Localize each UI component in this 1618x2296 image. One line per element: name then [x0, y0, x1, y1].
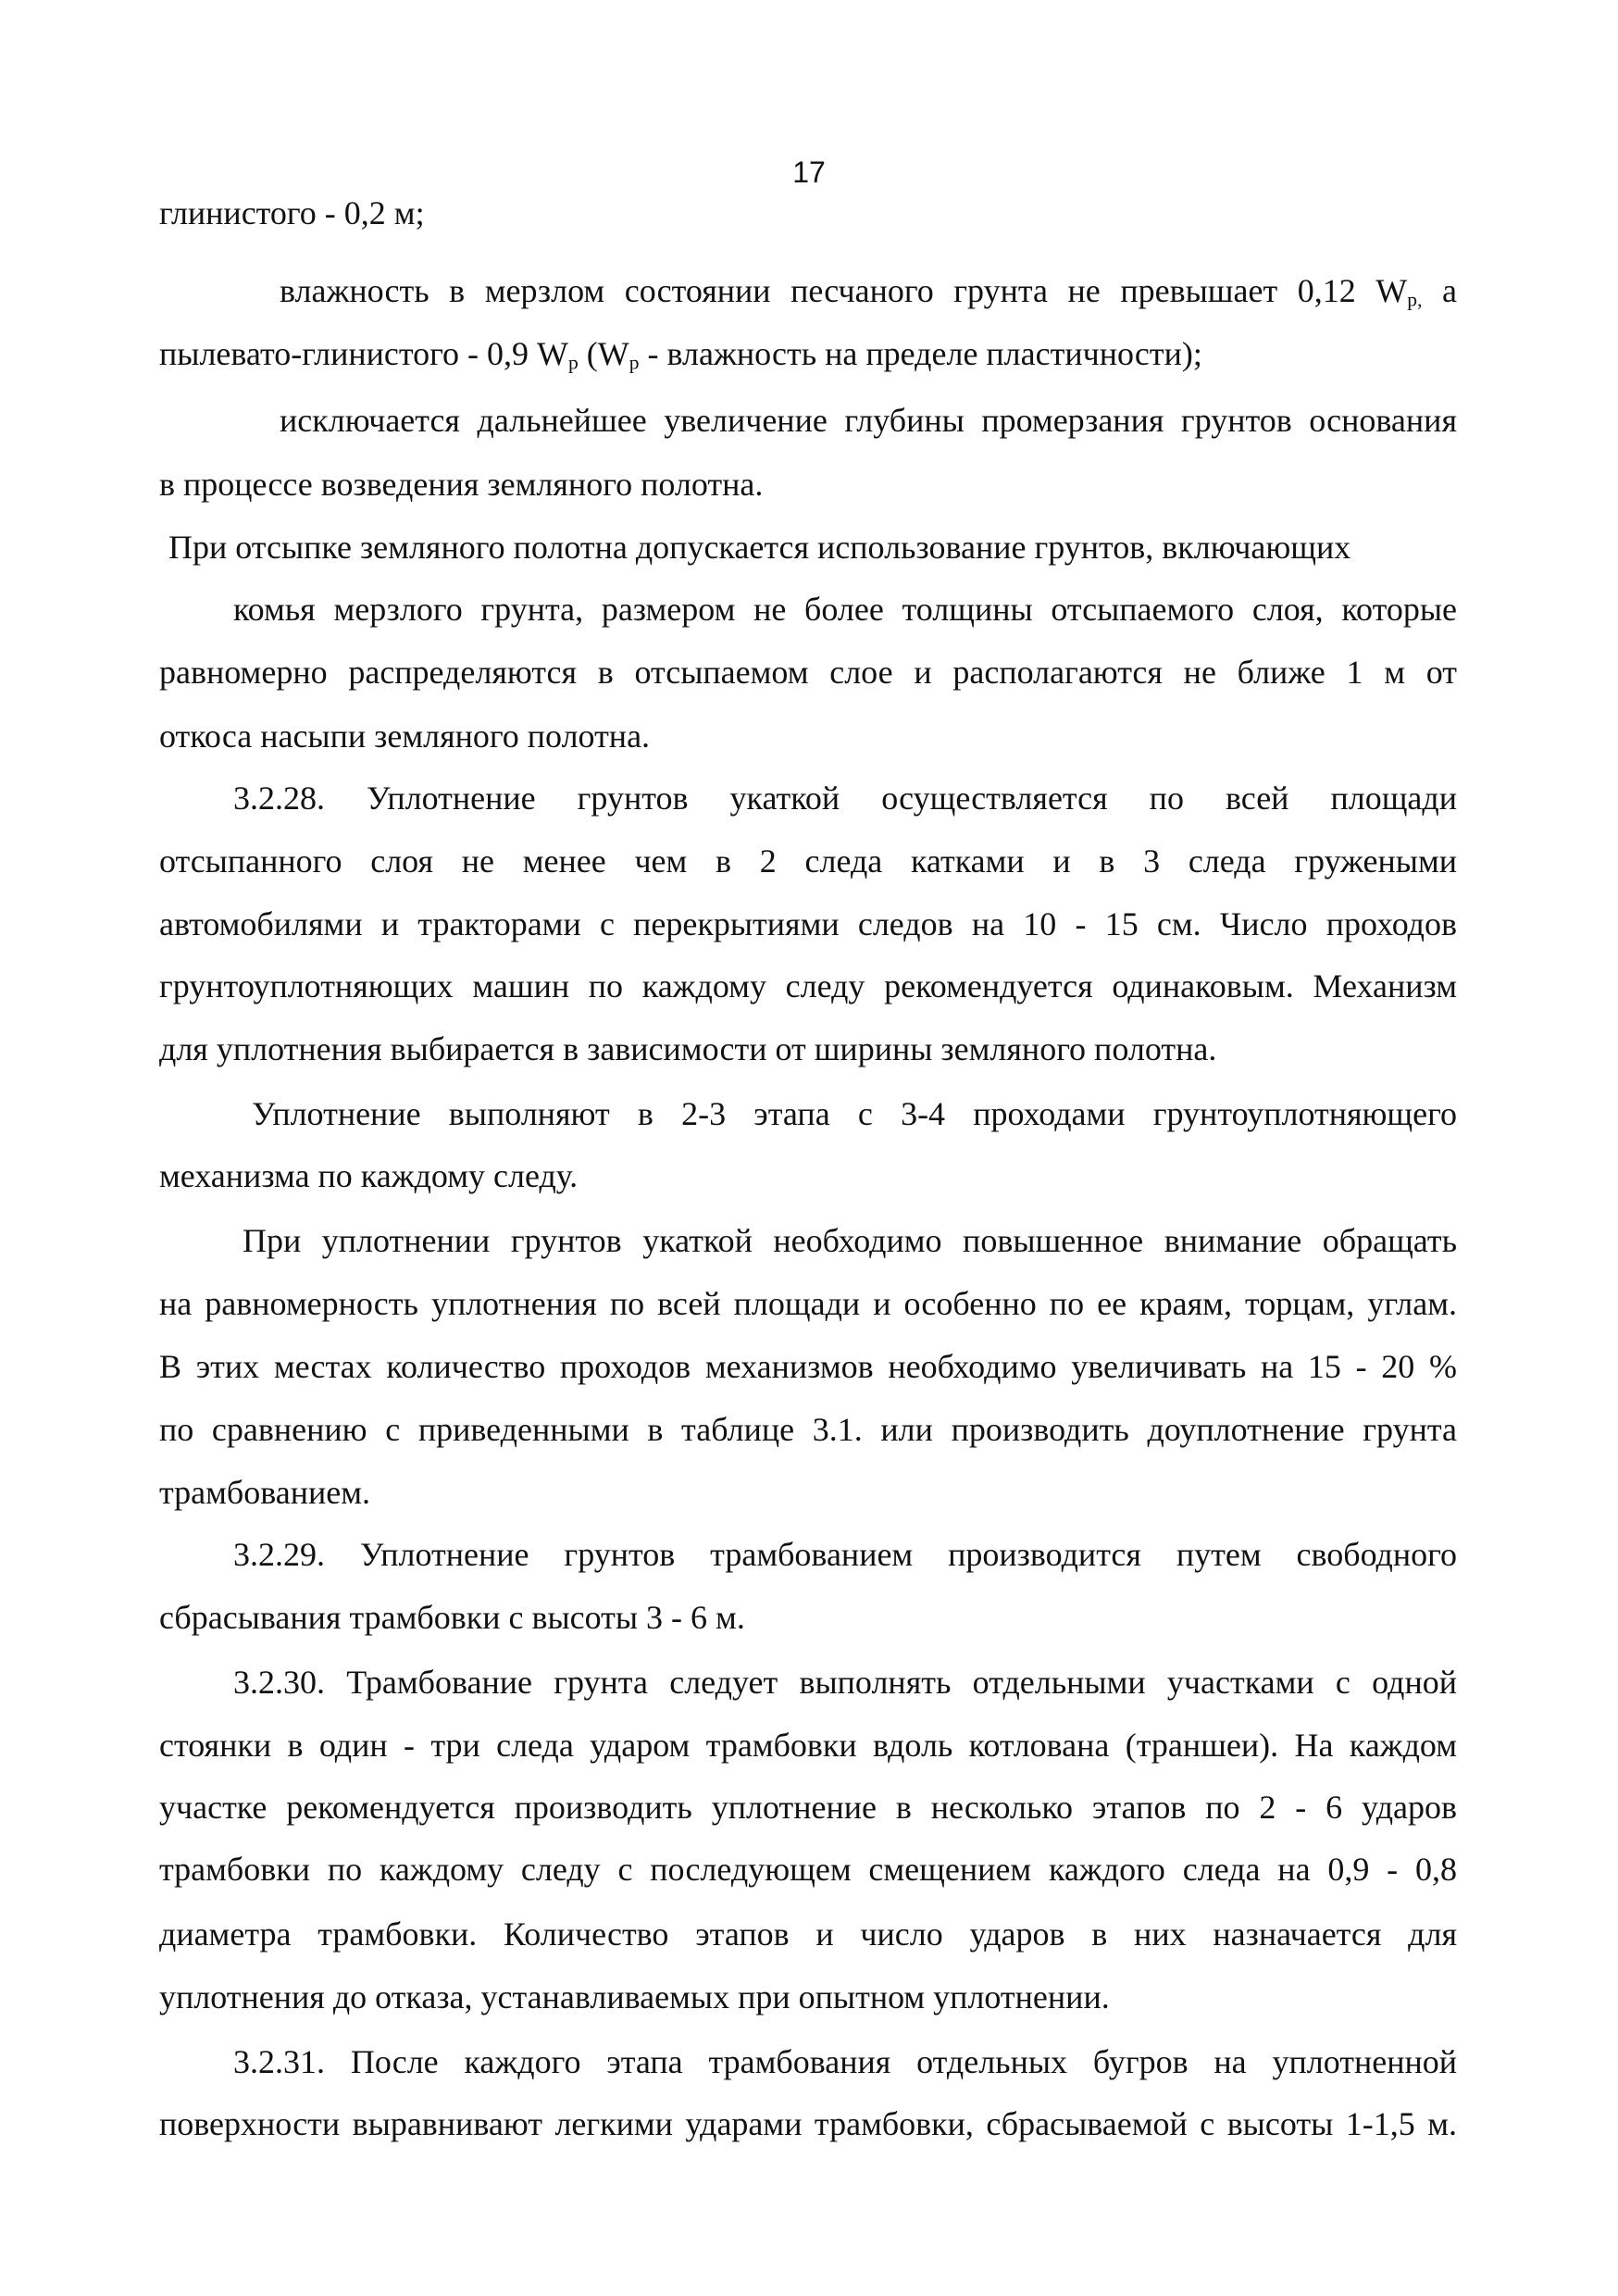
text-segment: В этих местах количество проходов механизмов необходимо увеличивать на 15 - 20 % [159, 1348, 1457, 1385]
text-line [159, 1917, 1457, 1951]
text-segment: диаметра трамбовки. Количество этапов и число ударов в них назначается для [159, 1915, 1457, 1953]
text-line [159, 1791, 1457, 1824]
text-segment: трамбовки по каждому следу с последующем смещением каждого следа на 0,9 - 0,8 [159, 1851, 1457, 1888]
text-line [159, 1350, 1457, 1383]
text-line [252, 1097, 1457, 1130]
text-segment: исключается дальнейшее увеличение глубины промерзания грунтов основания [280, 402, 1457, 439]
text-line [159, 1032, 1216, 1066]
text-segment: на равномерность уплотнения по всей площади и особенно по ее краям, торцам, углам. [159, 1285, 1457, 1322]
text-segment: 3.2.30. Трамбование грунта следует выполнять отдельными участками с одной [233, 1664, 1457, 1701]
text-segment: 3.2.31. После каждого этапа трамбования отдельных бугров на уплотненной [233, 2043, 1457, 2080]
text-line [159, 2107, 1457, 2140]
text-segment: поверхности выравнивают легкими ударами трамбовки, сбрасываемой с высоты 1-1,5 м. [159, 2105, 1457, 2142]
text-segment: участке рекомендуется производить уплотнение в несколько этапов по 2 - 6 ударов [159, 1789, 1457, 1826]
text-segment: по сравнению с приведенными в таблице 3.1. или производить доуплотнение грунта [159, 1411, 1457, 1448]
subscript: p [567, 351, 579, 374]
text-line [159, 468, 763, 501]
text-segment: 3.2.29. Уплотнение грунтов трамбованием производится путем свободного [233, 1536, 1457, 1573]
text-segment: равномерно распределяются в отсыпаемом слое и располагаются не ближе 1 м от [159, 654, 1457, 691]
text-line [159, 1728, 1457, 1762]
text-line [159, 1476, 370, 1509]
page-number: 17 [792, 156, 826, 189]
text-line [233, 1666, 1457, 1699]
text-line [159, 196, 425, 230]
text-segment: уплотнения до отказа, устанавливаемых при опытном уплотнении. [159, 1978, 1110, 2015]
text-segment: пылевато-глинистого - 0,9 W [159, 335, 568, 372]
text-segment: влажность в мерзлом состоянии песчаного грунта не превышает 0,12 W [280, 272, 1408, 309]
text-segment: - влажность на пределе пластичности); [639, 335, 1202, 372]
text-line [233, 781, 1457, 815]
text-segment: автомобилями и тракторами с перекрытиями следов на 10 - 15 см. Число проходов [159, 905, 1457, 942]
text-line [243, 1224, 1457, 1257]
text-segment: При отсыпке земляного полотна допускается использование грунтов, включающих [168, 529, 1351, 566]
text-line [159, 655, 1457, 689]
text-segment: комья мерзлого грунта, размером не более толщины отсыпаемого слоя, которые [233, 591, 1457, 628]
text-line [159, 907, 1457, 941]
text-segment: в процессе возведения земляного полотна. [159, 466, 764, 503]
text-line [159, 1159, 578, 1192]
text-line [159, 1413, 1457, 1446]
text-line [233, 1538, 1457, 1571]
text-segment: трамбованием. [159, 1474, 371, 1511]
text-segment: а [1422, 272, 1458, 309]
text-line [159, 1287, 1457, 1320]
text-line [159, 1853, 1457, 1886]
text-segment: стоянки в один - три следа ударом трамбовки вдоль котлована (траншеи). На каждом [159, 1727, 1457, 1764]
subscript: p [629, 351, 640, 374]
text-line [159, 844, 1457, 878]
text-line [159, 719, 650, 753]
text-segment: механизма по каждому следу. [159, 1157, 579, 1194]
text-line [159, 1601, 745, 1634]
text-line [280, 404, 1457, 437]
text-line [159, 1980, 1110, 2014]
text-line [233, 2045, 1457, 2078]
text-line [168, 530, 1350, 564]
text-line [280, 272, 1458, 311]
text-segment: сбрасывания трамбовки с высоты 3 - 6 м. [159, 1599, 745, 1636]
text-segment: 3.2.28. Уплотнение грунтов укаткой осуществляется по всей площади [233, 780, 1457, 817]
text-segment: откоса насыпи земляного полотна. [159, 718, 651, 755]
text-segment: для уплотнения выбирается в зависимости от ширины земляного полотна. [159, 1030, 1217, 1067]
text-segment: отсыпанного слоя не менее чем в 2 следа катками и в 3 следа гружеными [159, 842, 1457, 880]
text-line [159, 969, 1457, 1003]
text-line [233, 593, 1457, 626]
text-line [159, 335, 1202, 374]
subscript: p, [1407, 288, 1423, 311]
text-segment: При уплотнении грунтов укаткой необходимо повышенное внимание обращать [243, 1222, 1457, 1259]
text-segment: грунтоуплотняющих машин по каждому следу рекомендуется одинаковым. Механизм [159, 967, 1457, 1004]
text-segment: глинистого - 0,2 м; [159, 194, 425, 231]
text-segment: Уплотнение выполняют в 2-3 этапа с 3-4 проходами грунтоуплотняющего [252, 1095, 1457, 1132]
text-segment: (W [578, 335, 629, 372]
